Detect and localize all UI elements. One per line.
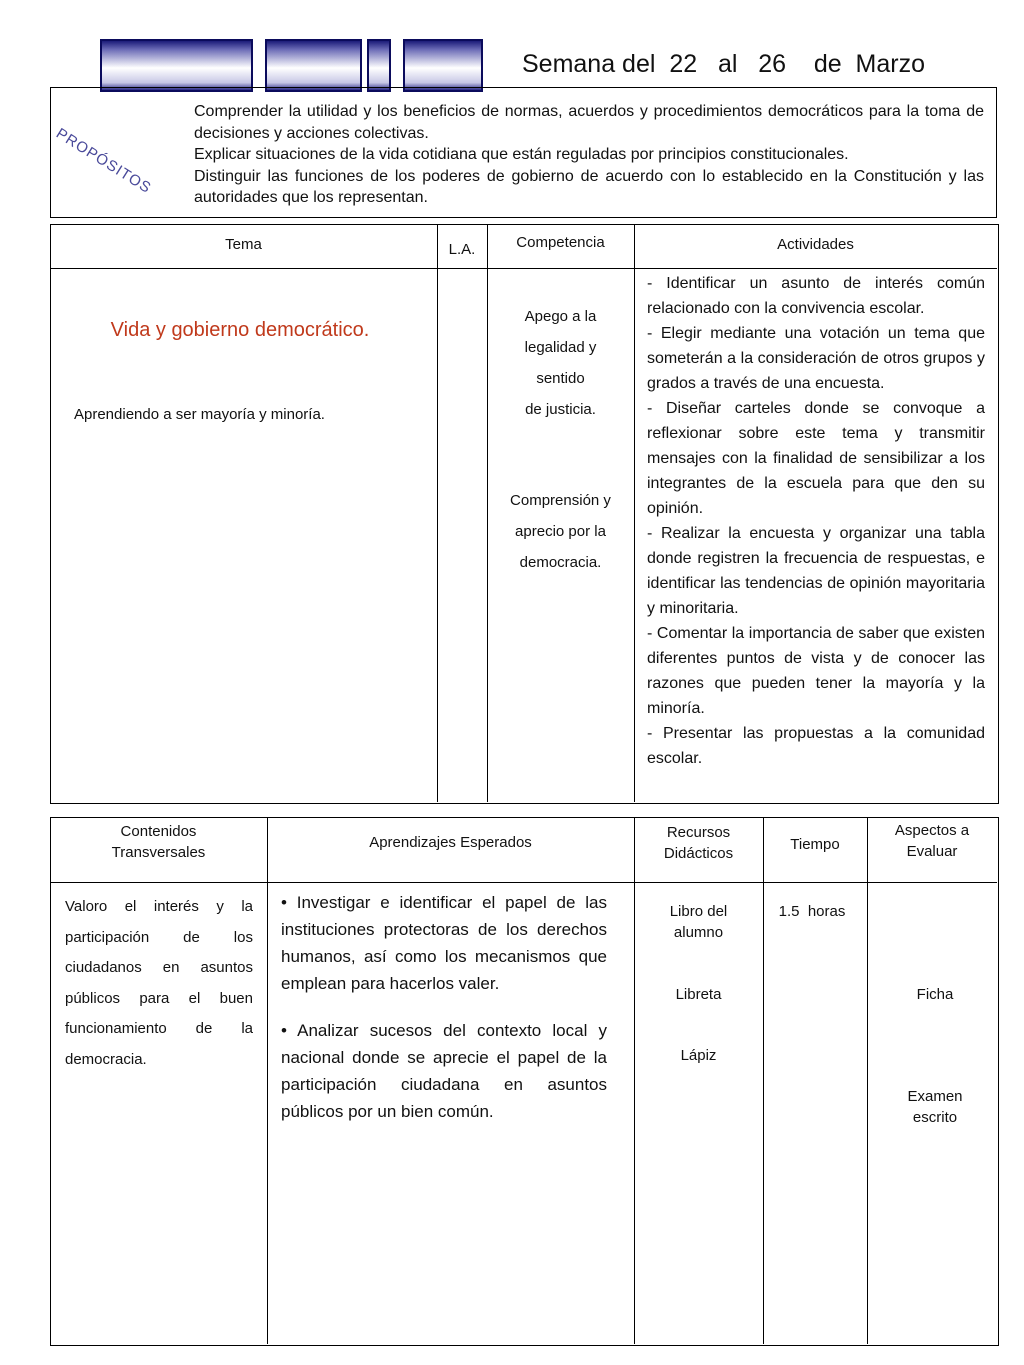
table-divider	[634, 224, 635, 802]
header-aspectos: Aspectos a Evaluar	[894, 822, 970, 860]
table-divider	[763, 817, 764, 1344]
header-actividades: Actividades	[777, 236, 854, 253]
table-divider	[50, 268, 997, 269]
recurso-lapiz: Lápiz	[680, 1047, 717, 1064]
actividad-item: - Presentar las propuestas a la comunidad escolar.	[647, 725, 985, 767]
table-divider	[50, 882, 997, 883]
aprendizaje-item: • Analizar sucesos del contexto local y nacional donde se aprecie el papel de la participación ciudadana en asuntos públicos por un bien común.	[281, 1021, 607, 1121]
aspecto-ficha: Ficha	[916, 986, 954, 1003]
tiempo-value: 1.5 horas	[778, 903, 846, 920]
purpose-line: Comprender la utilidad y los beneficios de normas, acuerdos y procedimientos democráticos para la toma de decisiones y acciones colectivas.	[194, 103, 984, 142]
actividad-item: - Diseñar carteles donde se convoque a reflexionar sobre este tema y transmitir mensajes con la finalidad de sensibilizar a los integrantes de la escuela para que den su opinión.	[647, 400, 985, 517]
header-decoration-block-2	[265, 39, 362, 92]
header-la: L.A.	[448, 241, 476, 258]
recurso-libreta: Libreta	[675, 986, 722, 1003]
header-tema: Tema	[225, 236, 262, 253]
purposes-label: PROPÓSITOS	[52, 125, 155, 198]
table-divider	[437, 224, 438, 802]
aspecto-examen: Examen escrito	[907, 1088, 963, 1126]
aprendizaje-item: • Investigar e identificar el papel de las instituciones protectoras de los derechos humanos, así como los mecanismos que emplean para hacerlos valer.	[281, 893, 607, 993]
header-competencia: Competencia	[516, 234, 605, 251]
header-decoration-block-3	[367, 39, 391, 92]
purpose-line: Distinguir las funciones de los poderes de gobierno de acuerdo con lo establecido en la Constitución y las autoridades que los representan.	[194, 167, 984, 206]
actividades-list	[647, 271, 985, 771]
purposes-text	[194, 101, 984, 209]
competencia-2: Comprensión y aprecio por la democracia.	[510, 492, 611, 571]
actividad-item: - Realizar la encuesta y organizar una tabla donde registren la frecuencia de respuestas, e identificar las tendencias de opinión mayoritaria y minoritaria.	[647, 525, 985, 617]
week-title: Semana del 22 al 26 de Marzo	[522, 50, 926, 78]
table-divider	[867, 817, 868, 1344]
header-decoration-block-1	[100, 39, 253, 92]
actividad-item: - Elegir mediante una votación un tema que someterán a la consideración de otros grupos y grados a través de una encuesta.	[647, 325, 985, 392]
actividad-item: - Identificar un asunto de interés común relacionado con la convivencia escolar.	[647, 275, 985, 317]
header-aprendizajes: Aprendizajes Esperados	[369, 834, 532, 851]
header-recursos: Recursos Didácticos	[663, 824, 734, 862]
header-decoration-block-4	[403, 39, 483, 92]
tema-subtitle: Aprendiendo a ser mayoría y minoría.	[74, 406, 325, 423]
table-divider	[267, 817, 268, 1344]
tema-title: Vida y gobierno democrático.	[110, 319, 370, 341]
transversales-text: Valoro el interés y la participación de los ciudadanos en asuntos públicos para el buen funcionamiento de la democracia.	[65, 898, 253, 1068]
recurso-libro: Libro del alumno	[669, 903, 728, 941]
purpose-line: Explicar situaciones de la vida cotidiana que están reguladas por principios constitucionales.	[194, 146, 849, 163]
table-divider	[634, 817, 635, 1344]
competencia-1: Apego a la legalidad y sentido de justicia.	[524, 308, 597, 418]
header-tiempo: Tiempo	[790, 836, 840, 853]
actividad-item: - Comentar la importancia de saber que existen diferentes puntos de vista y de conocer las razones que pueden tener la mayoría y la minoría.	[647, 625, 985, 717]
aprendizajes-text	[281, 889, 607, 1145]
header-contenidos: Contenidos Transversales	[111, 823, 206, 861]
